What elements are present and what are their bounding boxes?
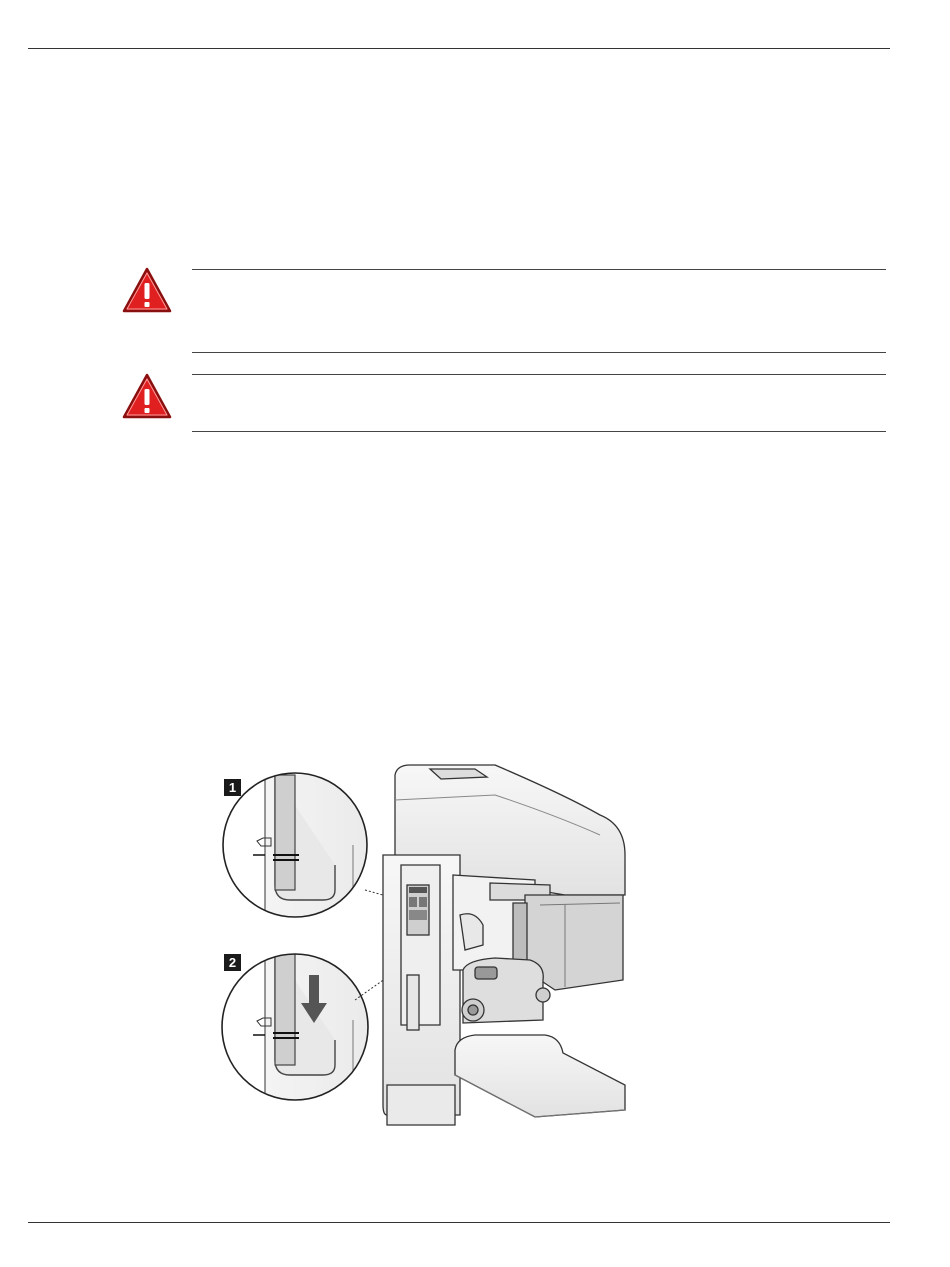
warning-bottom-rule	[192, 431, 886, 432]
warning-triangle-icon	[121, 266, 173, 314]
footer-rule	[28, 1222, 890, 1223]
header-rule	[28, 48, 890, 49]
callout-badge-2: 2	[224, 954, 241, 971]
warning-top-rule	[192, 374, 886, 375]
mammography-unit	[383, 765, 625, 1125]
warning-triangle-icon	[121, 372, 173, 420]
device-illustration	[205, 755, 645, 1130]
warning-top-rule	[192, 269, 886, 270]
callout-badge-1: 1	[224, 779, 241, 796]
warning-bottom-rule	[192, 352, 886, 353]
